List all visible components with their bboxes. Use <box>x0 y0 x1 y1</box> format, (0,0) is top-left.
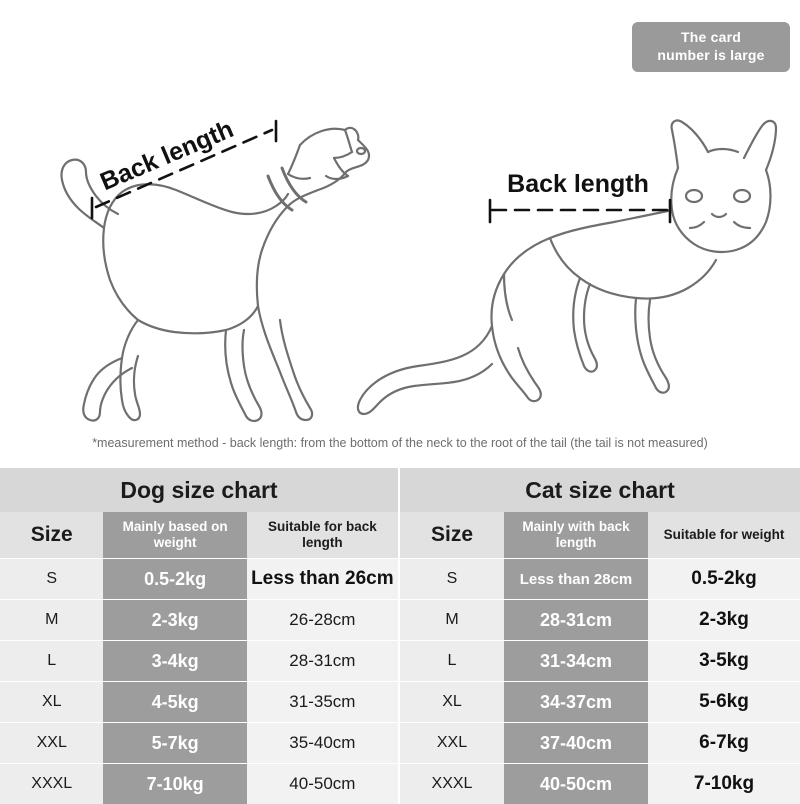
cat-length-xl: 34-37cm <box>504 682 648 723</box>
cat-size-s: S <box>400 559 504 600</box>
cat-weight-m: 2-3kg <box>648 600 800 641</box>
cat-length-m: 28-31cm <box>504 600 648 641</box>
cat-weight-xl: 5-6kg <box>648 682 800 723</box>
cat-outline-icon <box>358 120 776 414</box>
dog-size-xxl: XXL <box>0 723 103 764</box>
table-row <box>0 723 398 764</box>
table-row <box>0 764 398 804</box>
cat-size-l: L <box>400 641 504 682</box>
cat-table-title: Cat size chart <box>400 468 800 512</box>
dog-header-weight: Mainly based on weight <box>103 512 246 559</box>
cat-size-m: M <box>400 600 504 641</box>
dog-length-s: Less than 26cm <box>247 559 398 600</box>
table-row <box>400 641 800 682</box>
cat-weight-xxl: 6-7kg <box>648 723 800 764</box>
dog-weight-l: 3-4kg <box>103 641 246 682</box>
table-row <box>400 600 800 641</box>
cat-header-length: Mainly with back length <box>504 512 648 559</box>
dog-weight-m: 2-3kg <box>103 600 246 641</box>
cat-header-size: Size <box>400 512 504 559</box>
dog-back-length-label: Back length <box>96 115 237 196</box>
table-row <box>0 682 398 723</box>
cat-size-xxl: XXL <box>400 723 504 764</box>
dog-header-length: Suitable for back length <box>247 512 398 559</box>
cat-length-l: 31-34cm <box>504 641 648 682</box>
cat-weight-l: 3-5kg <box>648 641 800 682</box>
dog-size-table-block <box>0 468 400 800</box>
dog-size-xl: XL <box>0 682 103 723</box>
cat-weight-s: 0.5-2kg <box>648 559 800 600</box>
cat-header-weight: Suitable for weight <box>648 512 800 559</box>
cat-back-length-label: Back length <box>507 170 649 198</box>
table-row <box>400 723 800 764</box>
dog-size-table <box>0 512 398 804</box>
dog-length-xxxl: 40-50cm <box>247 764 398 804</box>
dog-weight-s: 0.5-2kg <box>103 559 246 600</box>
dog-size-l: L <box>0 641 103 682</box>
cat-weight-xxxl: 7-10kg <box>648 764 800 804</box>
dog-size-s: S <box>0 559 103 600</box>
table-header-row <box>0 512 398 559</box>
dog-length-xxl: 35-40cm <box>247 723 398 764</box>
measurement-note: *measurement method - back length: from the bottom of the neck to the root of the tail (the tail is not measured) <box>0 436 800 450</box>
cat-measure-line <box>490 200 670 222</box>
dog-size-m: M <box>0 600 103 641</box>
cat-size-table-block <box>400 468 800 800</box>
table-header-row <box>400 512 800 559</box>
dog-weight-xxxl: 7-10kg <box>103 764 246 804</box>
cat-size-xl: XL <box>400 682 504 723</box>
dog-weight-xxl: 5-7kg <box>103 723 246 764</box>
table-row <box>400 559 800 600</box>
cat-length-xxxl: 40-50cm <box>504 764 648 804</box>
table-row <box>0 600 398 641</box>
table-row <box>400 764 800 804</box>
badge-line-2: number is large <box>636 46 786 64</box>
cat-length-xxl: 37-40cm <box>504 723 648 764</box>
dog-header-size: Size <box>0 512 103 559</box>
table-row <box>400 682 800 723</box>
badge-line-1: The card <box>681 29 741 45</box>
dog-length-l: 28-31cm <box>247 641 398 682</box>
dog-length-xl: 31-35cm <box>247 682 398 723</box>
cat-length-s: Less than 28cm <box>504 559 648 600</box>
size-tables <box>0 468 800 800</box>
table-row <box>0 559 398 600</box>
cat-size-table <box>400 512 800 804</box>
table-row <box>0 641 398 682</box>
dog-weight-xl: 4-5kg <box>103 682 246 723</box>
dog-length-m: 26-28cm <box>247 600 398 641</box>
dog-size-xxxl: XXXL <box>0 764 103 804</box>
dog-table-title: Dog size chart <box>0 468 398 512</box>
cat-size-xxxl: XXXL <box>400 764 504 804</box>
